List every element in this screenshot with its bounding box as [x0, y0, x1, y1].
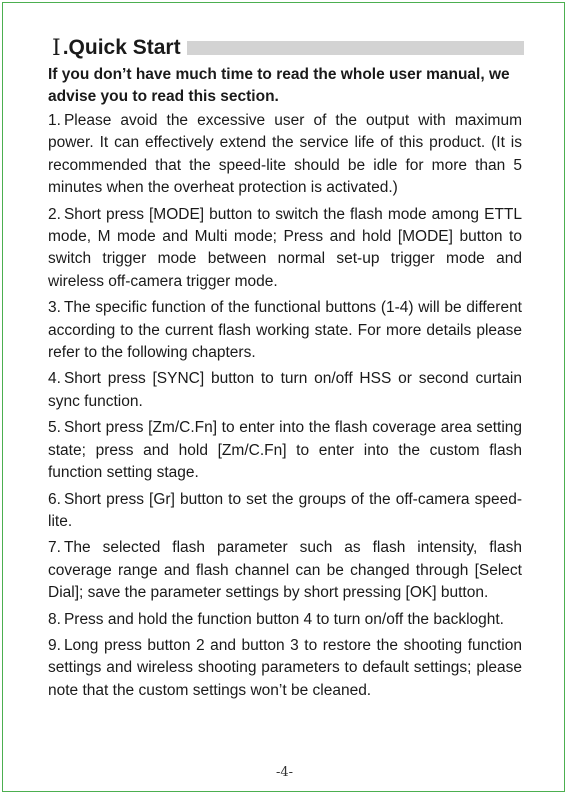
- item-text: Short press [Gr] button to set the groups of the off-camera speed-lite.: [48, 490, 522, 530]
- item-number: 1.: [48, 112, 61, 129]
- page-number: -4-: [275, 765, 294, 780]
- item-text: Please avoid the excessive user of the output with maximum power. It can effectively extend the service life of this product. (It is recommended that the speed-lite should be idle for more than 5 minutes when the overheat protection is activated.): [48, 112, 522, 197]
- item-number: 4.: [48, 370, 61, 388]
- list-item: [48, 368, 522, 413]
- list-item: [48, 635, 522, 702]
- item-number: 5.: [48, 419, 61, 437]
- section-heading: [52, 34, 524, 62]
- list-item: [48, 297, 522, 364]
- list-item: [48, 110, 522, 200]
- section-title: .Quick Start: [62, 36, 181, 59]
- list-item: [48, 537, 522, 604]
- list-item: [48, 609, 522, 631]
- item-number: 3.: [48, 299, 61, 317]
- instruction-list: [48, 110, 522, 706]
- intro-paragraph: If you don’t have much time to read the whole user manual, we advise you to read this section.: [48, 66, 510, 105]
- item-text: Short press [SYNC] button to turn on/off HSS or second curtain sync function.: [48, 370, 522, 410]
- item-text: Short press [Zm/C.Fn] to enter into the flash coverage area setting state; press and hold [Zm/C.Fn] to enter into the custom flash function setting stage.: [48, 419, 522, 482]
- heading-decorative-bar: [187, 41, 524, 55]
- item-number: 2.: [48, 205, 61, 223]
- list-item: [48, 417, 522, 484]
- list-item: [48, 489, 522, 534]
- section-roman-numeral: Ⅰ: [52, 35, 61, 61]
- item-text: Press and hold the function button 4 to turn on/off the backloght.: [63, 610, 504, 628]
- item-number: 6.: [48, 490, 61, 508]
- item-number: 8.: [48, 610, 61, 628]
- item-text: Long press button 2 and button 3 to restore the shooting function settings and wireless shooting parameters to default settings; please note that the custom settings won’t be cleaned.: [48, 636, 522, 699]
- item-text: The specific function of the functional buttons (1-4) will be different according to the current flash working state. For more details please refer to the following chapters.: [48, 299, 522, 362]
- item-number: 7.: [48, 539, 61, 557]
- item-number: 9.: [48, 636, 61, 654]
- list-item: [48, 204, 522, 294]
- item-text: Short press [MODE] button to switch the flash mode among ETTL mode, M mode and Multi mode; Press and hold [MODE] button to switch trigger mode between normal set-up trigger mode and wireless off-camera trigger mode.: [48, 205, 522, 290]
- item-text: The selected flash parameter such as flash intensity, flash coverage range and flash channel can be changed through [Select Dial]; save the parameter settings by short pressing [OK] button.: [48, 539, 522, 602]
